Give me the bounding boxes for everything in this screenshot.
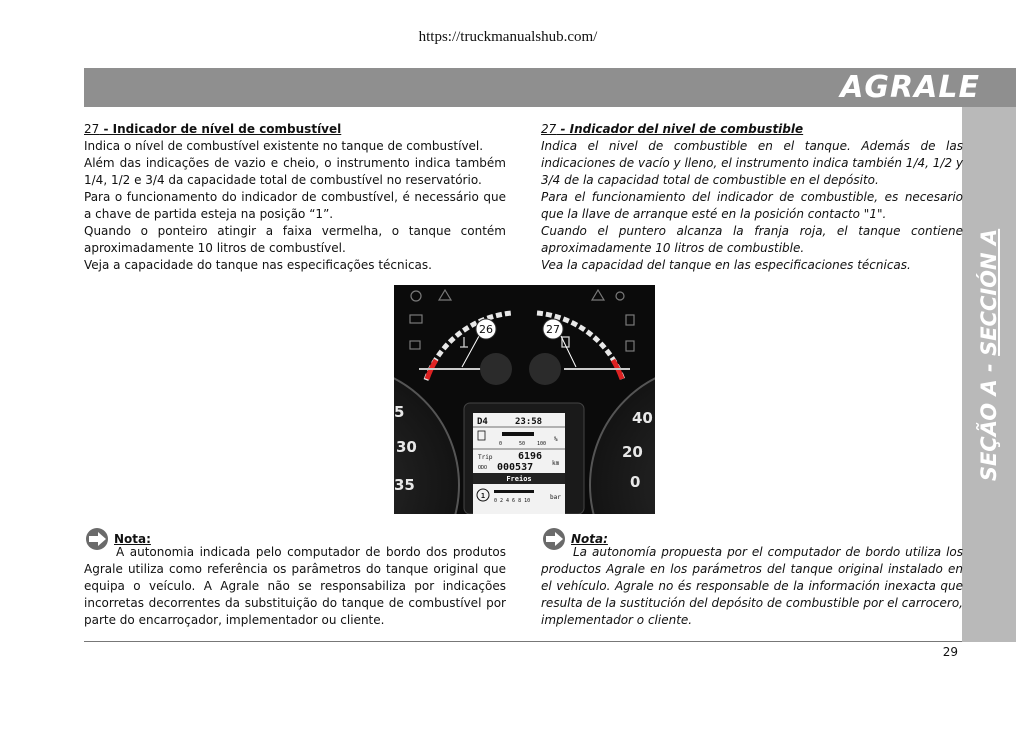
left-heading-title: - Indicador de nível de combustível	[99, 122, 342, 136]
section-label-es: SECCIÓN A	[977, 228, 1001, 356]
source-url[interactable]: https://truckmanualshub.com/	[418, 29, 598, 45]
display-pressure-bar	[494, 490, 534, 493]
display-percent: %	[554, 436, 558, 443]
note-right	[541, 527, 963, 629]
right-paragraph-4: Vea la capacidad del tanque en las especificaciones técnicas.	[541, 258, 911, 272]
fuel-hub	[529, 353, 561, 385]
right-column	[541, 121, 963, 274]
right-heading-title: - Indicador del nivel de combustible	[556, 122, 804, 136]
display-trip-label: Trip	[478, 454, 493, 461]
dial-label-left-2: 30	[396, 438, 417, 456]
left-paragraph-5: Veja a capacidade do tanque nas especificações técnicas.	[84, 258, 432, 272]
display-km: km	[552, 460, 560, 467]
display-tick-100: 100	[537, 441, 547, 447]
dial-label-left-3: 35	[394, 476, 415, 494]
section-label-pt: SEÇÃO A -	[977, 355, 1001, 482]
note-right-text: La autonomía propuesta por el computador de bordo utiliza los productos Agrale en los parámetros del tanque original instalado en el vehículo. Agrale no és responsable de la información inexacta que resulta de la sustitución del depósito de combustible por el carrocero, implementador o cliente.	[541, 545, 963, 627]
dial-label-right-1: 40	[632, 409, 653, 427]
page-number: 29	[942, 645, 958, 659]
dial-label-right-3: 0	[630, 473, 641, 491]
arrow-note-icon	[541, 527, 569, 551]
left-heading	[84, 121, 506, 138]
left-paragraph-3: Para o funcionamento do indicador de combustível, é necessário que a chave de partida esteja na posição “1”.	[84, 190, 506, 221]
display-time: 23:58	[515, 417, 543, 427]
note-left-label: Nota:	[114, 531, 151, 546]
display-gear: D4	[477, 417, 488, 427]
display-tick-0: 0	[499, 441, 503, 447]
callout-27: 27	[546, 323, 560, 336]
note-left	[84, 527, 506, 629]
display-freios: Freios	[506, 475, 532, 483]
display-odo-value: 000537	[497, 462, 534, 473]
display-circle-num: 1	[480, 492, 486, 500]
left-paragraph-4: Quando o ponteiro atingir a faixa vermelha, o tanque contém aproximadamente 10 litros de combustível.	[84, 224, 506, 255]
instrument-cluster-drawing	[394, 285, 655, 514]
right-heading-number: 27	[541, 122, 557, 136]
right-paragraph-1: Indica el nivel de combustible en el tanque. Además de las indicaciones de vacío y lleno, el instrumento indica también 1/4, 1/2 y 3/4 de la capacidad total de combustible en el depósito.	[541, 139, 963, 187]
dial-label-left-1: 5	[394, 403, 405, 421]
footer-rule	[84, 641, 962, 642]
instrument-cluster-photo	[394, 285, 655, 514]
brand-logo: AGRALE	[840, 70, 980, 105]
section-label	[977, 229, 1001, 481]
note-left-text: A autonomia indicada pelo computador de bordo dos produtos Agrale utiliza como referência os parâmetros do tanque original que equipa o veículo. A Agrale não se responsabiliza por indicações incorretas decorrentes da substituição do tanque de combustível por parte do encarroçador, implementador ou cliente.	[84, 545, 506, 627]
display-bar-unit: bar	[550, 494, 561, 501]
display-bar-ticks: 0 2 4 6 8 10	[494, 498, 531, 504]
left-paragraph-1: Indica o nível de combustível existente no tanque de combustível.	[84, 139, 484, 153]
display-tick-50: 50	[519, 441, 526, 447]
left-paragraph-2: Além das indicações de vazio e cheio, o instrumento indica também 1/4, 1/2 e 3/4 da capacidade total de combustível no reservatório.	[84, 156, 506, 187]
callout-26: 26	[479, 323, 493, 336]
dial-label-right-2: 20	[622, 443, 643, 461]
note-right-label: Nota:	[571, 531, 608, 546]
right-paragraph-2: Para el funcionamiento del indicador de combustible, es necesario que la llave de arranque esté en la posición contacto "1".	[541, 190, 963, 221]
arrow-note-icon	[84, 527, 112, 551]
display-trip-value: 6196	[518, 451, 543, 462]
display-fuel-bar	[502, 432, 534, 436]
temperature-hub	[480, 353, 512, 385]
left-column	[84, 121, 506, 274]
right-paragraph-3: Cuando el puntero alcanza la franja roja, el tanque contiene aproximadamente 10 litros de combustible.	[541, 224, 963, 255]
display-odo-label: ODO	[478, 465, 488, 471]
left-heading-number: 27	[84, 122, 100, 136]
right-heading	[541, 121, 963, 138]
